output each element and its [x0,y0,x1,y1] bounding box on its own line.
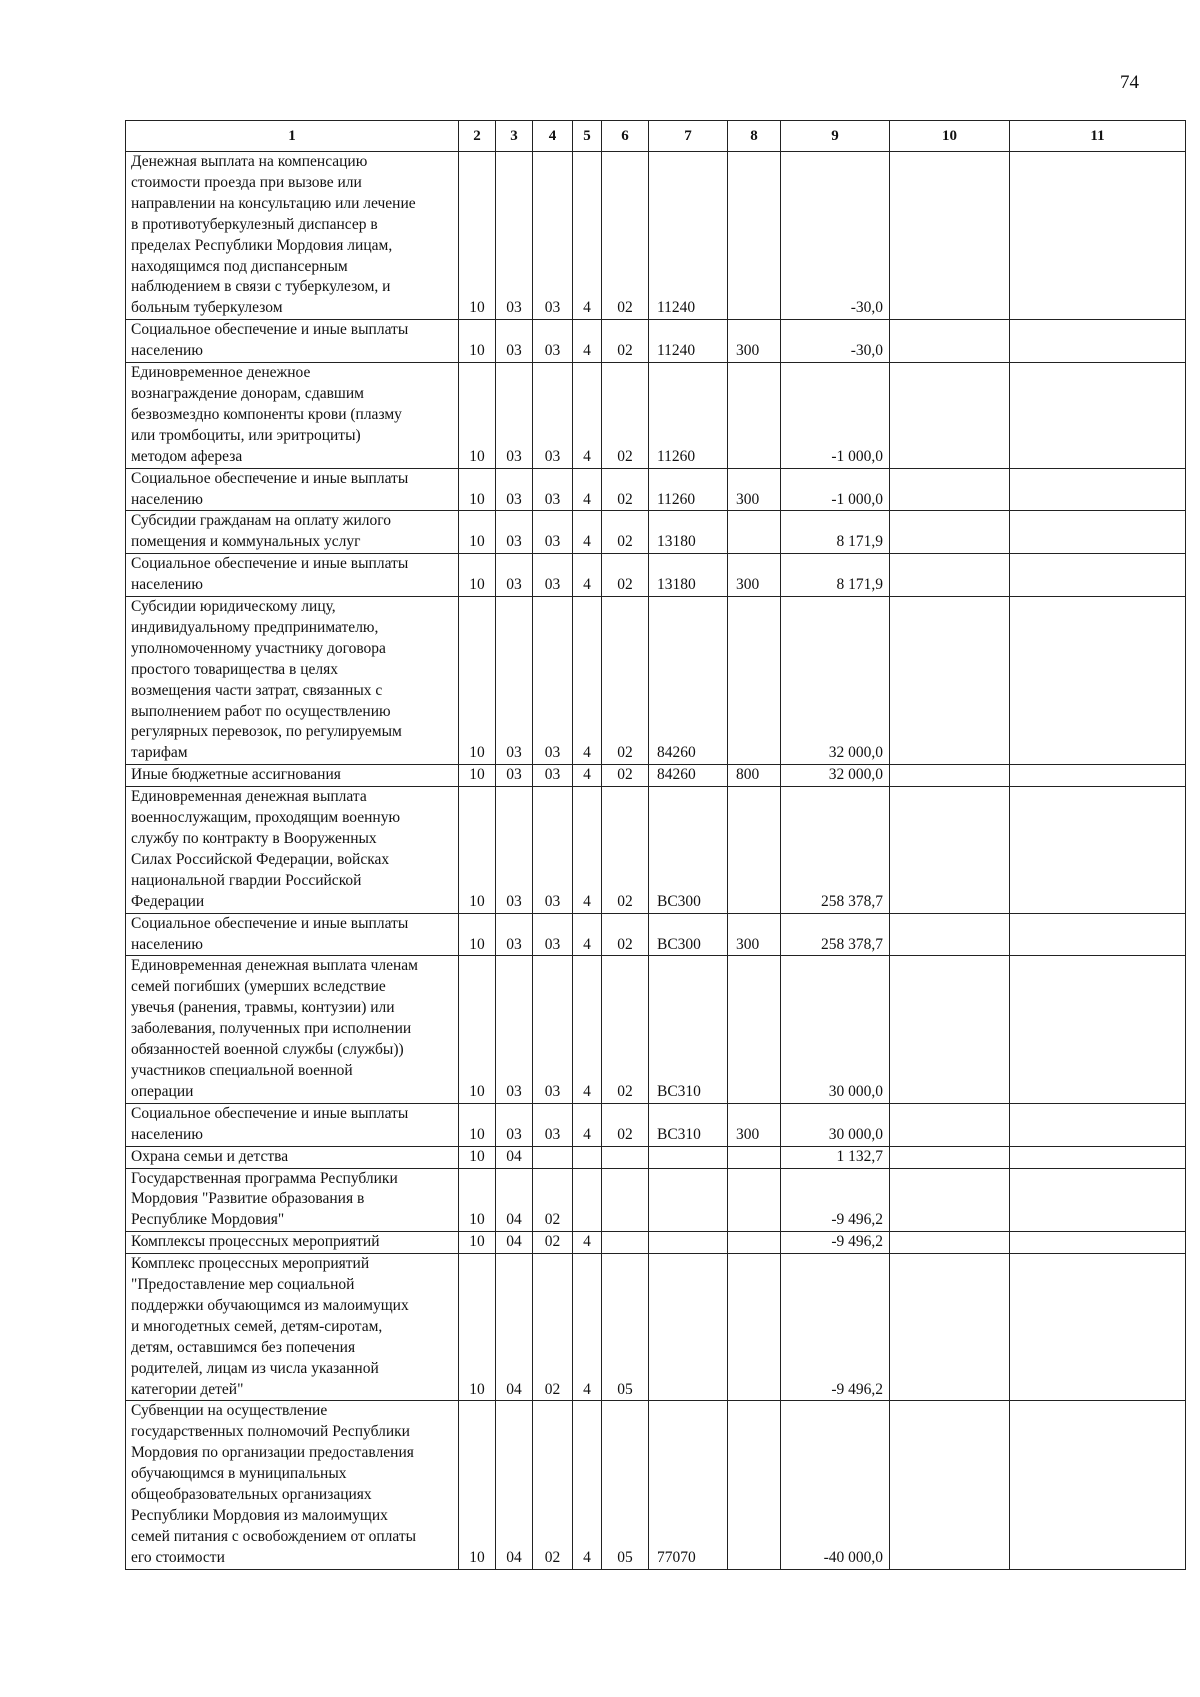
item-name-line: Охрана семьи и детства [131,1147,289,1165]
item-name-cell [126,363,459,469]
table-row [126,1232,1186,1254]
item-name-line: населению [131,576,203,594]
column-10-cell [890,1401,1010,1569]
subprogram-type-cell: 4 [573,597,602,765]
item-name-line: увечья (ранения, травмы, контузии) или [131,999,395,1017]
column-10-cell [890,363,1010,469]
item-name-line: населению [131,490,203,508]
activity-code-cell: 02 [602,363,649,469]
subprogram-type-cell: 4 [573,363,602,469]
column-10-cell [890,511,1010,554]
item-name-line: поддержки обучающимся из малоимущих [131,1296,409,1314]
expense-type-cell [728,363,781,469]
program-code-cell: 03 [533,511,573,554]
item-name-cell [126,1232,459,1254]
direction-code-cell: 13180 [649,554,728,597]
column-10-cell [890,152,1010,320]
amount-cell: 1 132,7 [781,1146,890,1168]
program-code-cell: 02 [533,1401,573,1569]
expense-type-cell [728,956,781,1103]
subsection-code-cell: 03 [496,320,533,363]
item-name-line: Иные бюджетные ассигнования [131,766,341,784]
amount-cell: 8 171,9 [781,554,890,597]
column-10-cell [890,956,1010,1103]
direction-code-cell [649,1146,728,1168]
item-name-line: Единовременная денежная выплата членам [131,957,418,975]
column-10-cell [890,597,1010,765]
expense-type-cell: 300 [728,1103,781,1146]
item-name-line: Социальное обеспечение и иные выплаты [131,321,409,339]
section-code-cell: 10 [459,554,496,597]
direction-code-cell: ВС310 [649,1103,728,1146]
amount-cell: 30 000,0 [781,956,890,1103]
direction-code-cell: 84260 [649,765,728,787]
expense-type-cell: 800 [728,765,781,787]
item-name-line: больным туберкулезом [131,299,283,317]
program-code-cell: 03 [533,363,573,469]
item-name-cell [126,1103,459,1146]
header-col-2: 2 [459,121,496,152]
direction-code-cell: 77070 [649,1401,728,1569]
subsection-code-cell: 03 [496,956,533,1103]
subsection-code-cell: 03 [496,1103,533,1146]
column-10-cell [890,1254,1010,1401]
section-code-cell: 10 [459,468,496,511]
item-name-line: государственных полномочий Республики [131,1423,410,1441]
subprogram-type-cell [573,1146,602,1168]
item-name-line: населению [131,935,203,953]
table-row [126,468,1186,511]
item-name-line: тарифам [131,744,188,762]
expense-type-cell [728,597,781,765]
subsection-code-cell: 03 [496,554,533,597]
budget-table [125,120,1186,1570]
section-code-cell: 10 [459,1254,496,1401]
column-11-cell [1010,1168,1186,1232]
item-name-line: и многодетных семей, детям-сиротам, [131,1317,383,1335]
subprogram-type-cell: 4 [573,1103,602,1146]
item-name-line: в противотуберкулезный диспансер в [131,215,378,233]
column-10-cell [890,1232,1010,1254]
section-code-cell: 10 [459,956,496,1103]
header-col-3: 3 [496,121,533,152]
item-name-line: обучающимся в муниципальных [131,1465,347,1483]
direction-code-cell: 13180 [649,511,728,554]
item-name-line: обязанностей военной службы (службы)) [131,1041,404,1059]
direction-code-cell: 11260 [649,468,728,511]
section-code-cell: 10 [459,152,496,320]
activity-code-cell: 02 [602,765,649,787]
item-name-line: безвозмездно компоненты крови (плазму [131,405,402,423]
item-name-cell [126,597,459,765]
table-row [126,1146,1186,1168]
subprogram-type-cell: 4 [573,956,602,1103]
activity-code-cell [602,1146,649,1168]
amount-cell: 258 378,7 [781,787,890,913]
item-name-cell [126,554,459,597]
item-name-line: его стоимости [131,1548,225,1566]
column-11-cell [1010,597,1186,765]
header-col-11: 11 [1010,121,1186,152]
table-row [126,152,1186,320]
direction-code-cell: ВС310 [649,956,728,1103]
program-code-cell: 03 [533,956,573,1103]
item-name-cell [126,1146,459,1168]
subsection-code-cell: 03 [496,913,533,956]
item-name-line: категории детей" [131,1380,244,1398]
column-10-cell [890,765,1010,787]
program-code-cell: 03 [533,554,573,597]
program-code-cell: 03 [533,597,573,765]
section-code-cell: 10 [459,511,496,554]
item-name-line: заболевания, полученных при исполнении [131,1020,412,1038]
item-name-cell [126,1254,459,1401]
section-code-cell: 10 [459,1146,496,1168]
item-name-line: "Предоставление мер социальной [131,1276,355,1294]
column-11-cell [1010,152,1186,320]
item-name-line: Субсидии юридическому лицу, [131,598,336,616]
activity-code-cell: 02 [602,956,649,1103]
direction-code-cell: 84260 [649,597,728,765]
header-col-4: 4 [533,121,573,152]
subprogram-type-cell: 4 [573,913,602,956]
subsection-code-cell: 03 [496,511,533,554]
item-name-cell [126,320,459,363]
expense-type-cell [728,1232,781,1254]
item-name-line: наблюдением в связи с туберкулезом, и [131,278,391,296]
table-row [126,320,1186,363]
item-name-line: регулярных перевозок, по регулируемым [131,723,402,741]
column-11-cell [1010,1254,1186,1401]
expense-type-cell: 300 [728,468,781,511]
activity-code-cell: 02 [602,1103,649,1146]
item-name-cell [126,956,459,1103]
item-name-line: Социальное обеспечение и иные выплаты [131,914,409,932]
program-code-cell [533,1146,573,1168]
header-col-9: 9 [781,121,890,152]
item-name-line: Республике Мордовия" [131,1211,285,1229]
item-name-line: методом афереза [131,447,243,465]
subsection-code-cell: 04 [496,1232,533,1254]
subprogram-type-cell: 4 [573,468,602,511]
item-name-line: уполномоченному участнику договора [131,639,386,657]
header-col-5: 5 [573,121,602,152]
table-row [126,1401,1186,1569]
section-code-cell: 10 [459,913,496,956]
section-code-cell: 10 [459,765,496,787]
subprogram-type-cell: 4 [573,1232,602,1254]
activity-code-cell: 02 [602,320,649,363]
activity-code-cell: 02 [602,511,649,554]
table-row [126,597,1186,765]
amount-cell: -40 000,0 [781,1401,890,1569]
subsection-code-cell: 03 [496,765,533,787]
direction-code-cell: 11240 [649,320,728,363]
activity-code-cell: 02 [602,468,649,511]
direction-code-cell: ВС300 [649,787,728,913]
amount-cell: -1 000,0 [781,468,890,511]
activity-code-cell [602,1232,649,1254]
item-name-line: Социальное обеспечение и иные выплаты [131,1104,409,1122]
item-name-cell [126,511,459,554]
program-code-cell: 03 [533,152,573,320]
amount-cell: -30,0 [781,320,890,363]
item-name-line: общеобразовательных организациях [131,1486,372,1504]
program-code-cell: 03 [533,913,573,956]
program-code-cell: 02 [533,1232,573,1254]
item-name-line: детям, оставшимся без попечения [131,1338,356,1356]
item-name-cell [126,1401,459,1569]
item-name-cell [126,765,459,787]
subprogram-type-cell: 4 [573,152,602,320]
column-11-cell [1010,363,1186,469]
item-name-line: индивидуальному предпринимателю, [131,618,379,636]
direction-code-cell: ВС300 [649,913,728,956]
amount-cell: 32 000,0 [781,765,890,787]
table-row [126,1254,1186,1401]
item-name-cell [126,787,459,913]
subprogram-type-cell: 4 [573,1254,602,1401]
table-row [126,787,1186,913]
program-code-cell: 03 [533,765,573,787]
item-name-cell [126,468,459,511]
amount-cell: -30,0 [781,152,890,320]
subprogram-type-cell [573,1168,602,1232]
item-name-cell [126,1168,459,1232]
header-col-1: 1 [126,121,459,152]
subsection-code-cell: 04 [496,1146,533,1168]
column-10-cell [890,1103,1010,1146]
activity-code-cell: 02 [602,554,649,597]
item-name-line: населению [131,342,203,360]
subprogram-type-cell: 4 [573,1401,602,1569]
direction-code-cell: 11240 [649,152,728,320]
table-row [126,363,1186,469]
item-name-line: Федерации [131,892,205,910]
column-11-cell [1010,1103,1186,1146]
column-10-cell [890,1168,1010,1232]
subsection-code-cell: 03 [496,468,533,511]
subsection-code-cell: 04 [496,1254,533,1401]
item-name-line: стоимости проезда при вызове или [131,173,362,191]
subprogram-type-cell: 4 [573,554,602,597]
subsection-code-cell: 03 [496,152,533,320]
header-col-7: 7 [649,121,728,152]
item-name-line: операции [131,1082,194,1100]
section-code-cell: 10 [459,1232,496,1254]
activity-code-cell [602,1168,649,1232]
activity-code-cell: 02 [602,597,649,765]
item-name-line: пределах Республики Мордовия лицам, [131,236,393,254]
item-name-line: Единовременная денежная выплата [131,788,367,806]
program-code-cell: 02 [533,1254,573,1401]
column-11-cell [1010,787,1186,913]
subprogram-type-cell: 4 [573,511,602,554]
column-11-cell [1010,1232,1186,1254]
activity-code-cell: 05 [602,1254,649,1401]
expense-type-cell [728,787,781,913]
subsection-code-cell: 04 [496,1401,533,1569]
program-code-cell: 03 [533,320,573,363]
column-11-cell [1010,511,1186,554]
header-col-6: 6 [602,121,649,152]
item-name-line: вознаграждение донорам, сдавшим [131,384,364,402]
table-row [126,1168,1186,1232]
section-code-cell: 10 [459,1401,496,1569]
table-row [126,765,1186,787]
item-name-line: участников специальной военной [131,1061,353,1079]
amount-cell: -9 496,2 [781,1232,890,1254]
amount-cell: 32 000,0 [781,597,890,765]
table-body [126,152,1186,1570]
item-name-line: Мордовия "Развитие образования в [131,1190,365,1208]
amount-cell: 258 378,7 [781,913,890,956]
table-row [126,1103,1186,1146]
page-number: 74 [1120,72,1139,93]
subsection-code-cell: 03 [496,363,533,469]
item-name-line: национальной гвардии Российской [131,871,362,889]
expense-type-cell: 300 [728,554,781,597]
item-name-line: или тромбоциты, или эритроциты) [131,426,361,444]
column-11-cell [1010,1401,1186,1569]
item-name-line: семей питания с освобождением от оплаты [131,1527,417,1545]
activity-code-cell: 05 [602,1401,649,1569]
amount-cell: -9 496,2 [781,1254,890,1401]
table-row [126,511,1186,554]
item-name-line: Субсидии гражданам на оплату жилого [131,512,391,530]
item-name-line: Государственная программа Республики [131,1169,398,1187]
item-name-line: службу по контракту в Вооруженных [131,830,377,847]
section-code-cell: 10 [459,1103,496,1146]
item-name-line: семей погибших (умерших вследствие [131,978,386,996]
item-name-line: помещения и коммунальных услуг [131,533,361,551]
expense-type-cell: 300 [728,913,781,956]
column-11-cell [1010,913,1186,956]
program-code-cell: 02 [533,1168,573,1232]
activity-code-cell: 02 [602,152,649,320]
section-code-cell: 10 [459,1168,496,1232]
subsection-code-cell: 03 [496,597,533,765]
program-code-cell: 03 [533,787,573,913]
subprogram-type-cell: 4 [573,765,602,787]
column-11-cell [1010,554,1186,597]
direction-code-cell [649,1168,728,1232]
amount-cell: -9 496,2 [781,1168,890,1232]
subsection-code-cell: 03 [496,787,533,913]
item-name-cell [126,152,459,320]
column-10-cell [890,468,1010,511]
item-name-line: Мордовия по организации предоставления [131,1444,414,1462]
subprogram-type-cell: 4 [573,320,602,363]
expense-type-cell [728,1168,781,1232]
amount-cell: 30 000,0 [781,1103,890,1146]
activity-code-cell: 02 [602,787,649,913]
program-code-cell: 03 [533,1103,573,1146]
section-code-cell: 10 [459,597,496,765]
column-11-cell [1010,1146,1186,1168]
item-name-line: Социальное обеспечение и иные выплаты [131,469,409,487]
item-name-line: Комплексы процессных мероприятий [131,1233,380,1251]
table-row [126,913,1186,956]
table-row [126,554,1186,597]
item-name-line: выполнением работ по осуществлению [131,702,391,720]
item-name-line: Единовременное денежное [131,364,311,382]
item-name-line: Республики Мордовия из малоимущих [131,1507,388,1524]
header-row [126,121,1186,152]
item-name-line: направлении на консультацию или лечение [131,194,416,212]
section-code-cell: 10 [459,363,496,469]
expense-type-cell [728,1401,781,1569]
header-col-10: 10 [890,121,1010,152]
column-10-cell [890,913,1010,956]
program-code-cell: 03 [533,468,573,511]
header-col-8: 8 [728,121,781,152]
column-10-cell [890,1146,1010,1168]
expense-type-cell [728,152,781,320]
expense-type-cell [728,1254,781,1401]
item-name-line: Комплекс процессных мероприятий [131,1255,370,1273]
item-name-line: военнослужащим, проходящим военную [131,809,401,827]
section-code-cell: 10 [459,320,496,363]
item-name-line: простого товарищества в целях [131,660,339,678]
section-code-cell: 10 [459,787,496,913]
amount-cell: 8 171,9 [781,511,890,554]
item-name-line: Субвенции на осуществление [131,1402,328,1420]
amount-cell: -1 000,0 [781,363,890,469]
column-10-cell [890,320,1010,363]
subprogram-type-cell: 4 [573,787,602,913]
column-11-cell [1010,956,1186,1103]
column-10-cell [890,787,1010,913]
item-name-line: Силах Российской Федерации, войсках [131,850,390,868]
direction-code-cell [649,1232,728,1254]
item-name-line: Социальное обеспечение и иные выплаты [131,555,409,573]
expense-type-cell: 300 [728,320,781,363]
item-name-cell [126,913,459,956]
table-row [126,956,1186,1103]
item-name-line: возмещения части затрат, связанных с [131,681,383,699]
item-name-line: населению [131,1125,203,1143]
column-11-cell [1010,320,1186,363]
subsection-code-cell: 04 [496,1168,533,1232]
direction-code-cell: 11260 [649,363,728,469]
activity-code-cell: 02 [602,913,649,956]
column-11-cell [1010,765,1186,787]
expense-type-cell [728,1146,781,1168]
item-name-line: находящимся под диспансерным [131,257,348,275]
expense-type-cell [728,511,781,554]
column-11-cell [1010,468,1186,511]
item-name-line: родителей, лицам из числа указанной [131,1359,379,1377]
direction-code-cell [649,1254,728,1401]
item-name-line: Денежная выплата на компенсацию [131,153,368,170]
column-10-cell [890,554,1010,597]
